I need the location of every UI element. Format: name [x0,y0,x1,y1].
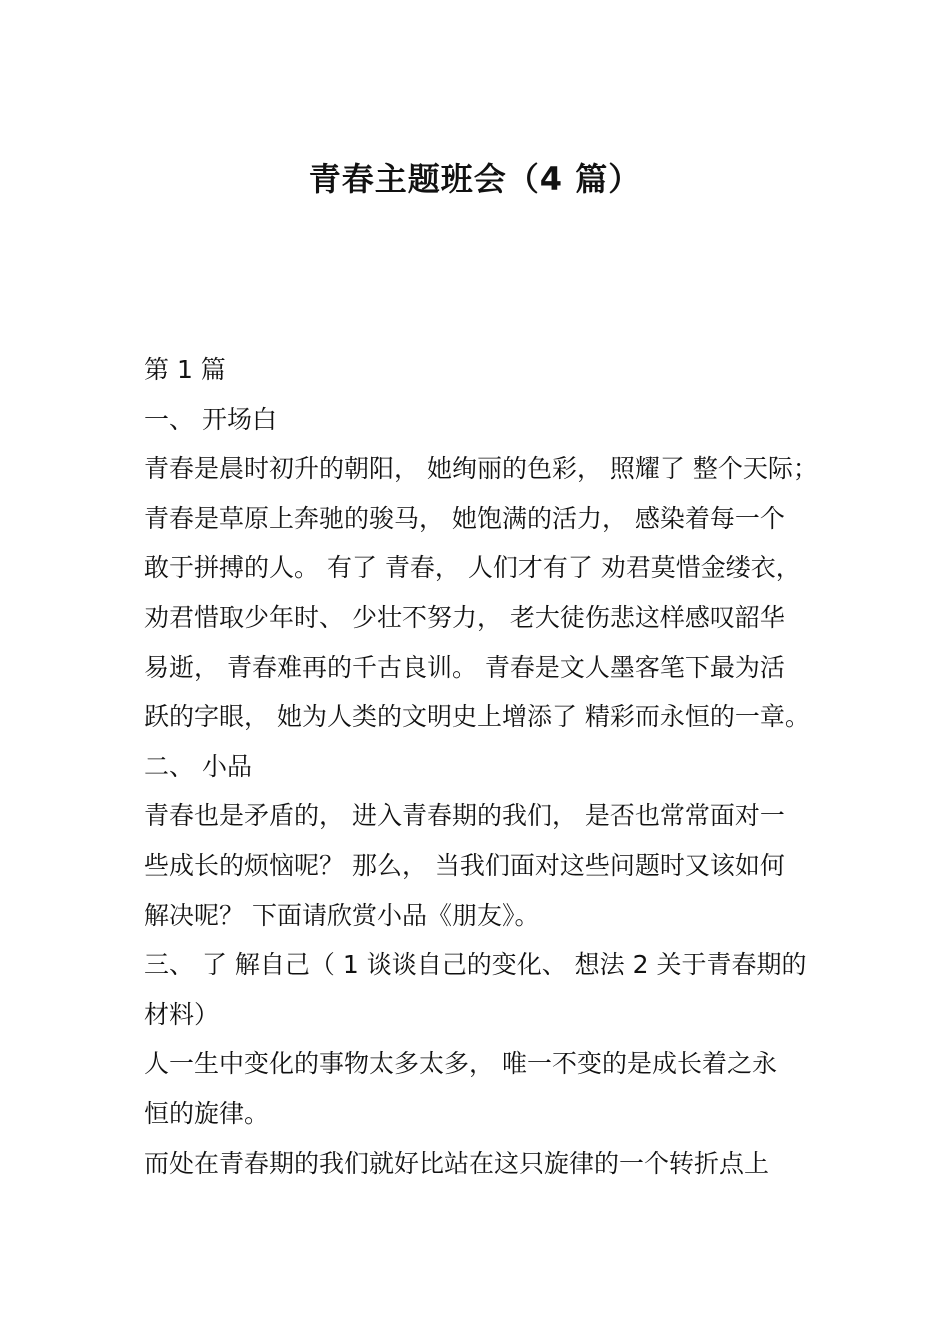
text-line: 青春是草原上奔驰的骏马， 她饱满的活力， 感染着每一个 [144,503,785,533]
text-line: 而处在青春期的我们就好比站在这只旋律的一个转折点上 [144,1148,770,1178]
text-line: 恒的旋律。 [144,1098,270,1128]
text-line: 人一生中变化的事物太多太多， 唯一不变的是成长着之永 [144,1049,777,1079]
text-line: 些成长的烦恼呢？ 那么， 当我们面对这些问题时又该如何 [144,850,785,880]
text-line: 材料） [144,999,220,1029]
section-heading-sketch: 二、 小品 [144,751,252,781]
document-title: 青春主题班会（4 篇） [308,160,642,198]
section-heading-know-yourself: 三、 了 解自己（ 1 谈谈自己的变化、 想法 2 关于青春期的 [144,950,807,980]
text-line: 易逝， 青春难再的千古良训。 青春是文人墨客笔下最为活 [144,652,785,682]
text-line: 解决呢？ 下面请欣赏小品《朋友》。 [144,900,540,930]
text-line: 青春是晨时初升的朝阳， 她绚丽的色彩， 照耀了 整个天际； [144,454,818,484]
text-line: 青春也是矛盾的， 进入青春期的我们， 是否也常常面对一 [144,801,785,831]
text-line: 劝君惜取少年时、 少壮不努力， 老大徒伤悲这样感叹韶华 [144,602,785,632]
section-heading-part-1: 第 1 篇 [144,355,226,384]
section-heading-opening: 一、 开场白 [144,404,277,434]
text-line: 敢于拼搏的人。 有了 青春， 人们才有了 劝君莫惜金缕衣， [144,553,801,583]
document-body [144,345,844,1188]
text-line: 跃的字眼， 她为人类的文明史上增添了 精彩而永恒的一章。 [144,702,810,732]
